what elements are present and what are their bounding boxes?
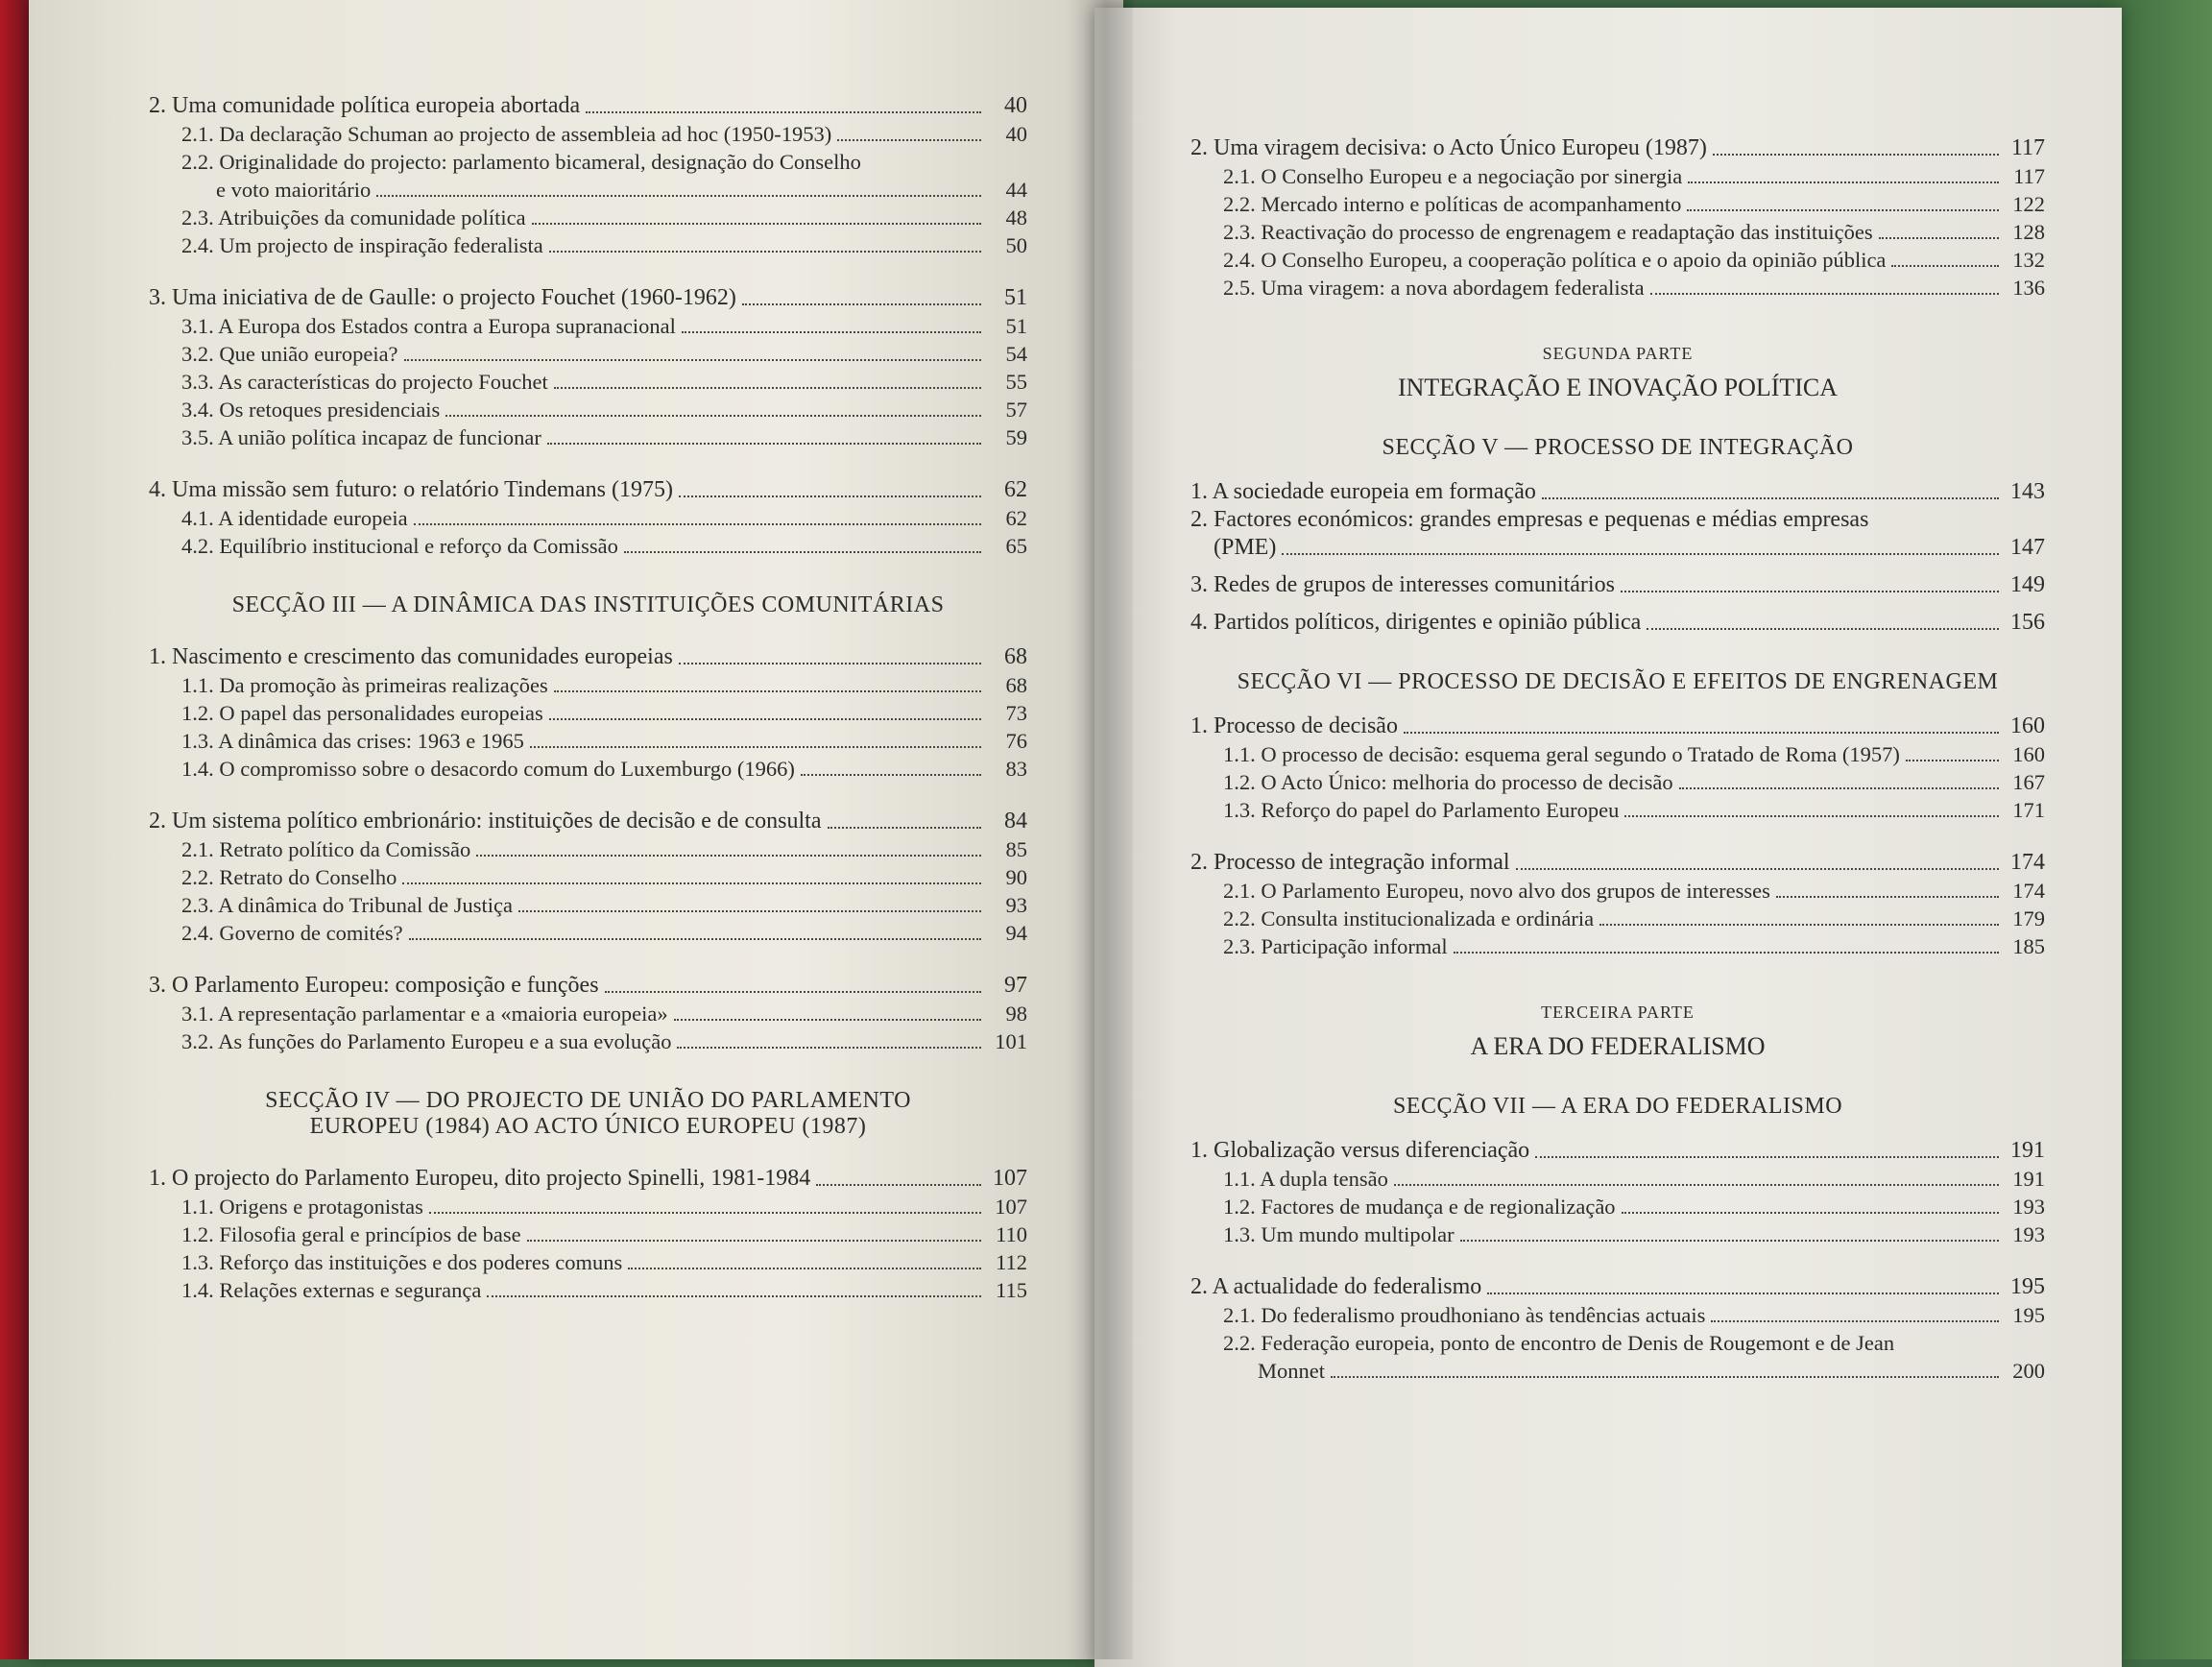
page-number: 65 bbox=[1005, 534, 1027, 558]
entry-title: 2.3. A dinâmica do Tribunal de Justiça bbox=[181, 893, 513, 917]
entry-title: 3. Redes de grupos de interesses comunitários bbox=[1190, 572, 1615, 597]
entry-title: 1. O projecto do Parlamento Europeu, dito projecto Spinelli, 1981-1984 bbox=[149, 1166, 811, 1191]
leader-dots bbox=[1282, 553, 1999, 555]
leader-dots bbox=[624, 551, 981, 553]
page-number: 174 bbox=[2010, 850, 2045, 875]
page-number: 171 bbox=[2012, 798, 2045, 822]
leader-dots bbox=[1621, 591, 1999, 592]
leader-dots bbox=[530, 746, 981, 748]
page-number: 101 bbox=[995, 1029, 1027, 1053]
right-page bbox=[1094, 8, 2122, 1667]
entry-title: 1.3. Um mundo multipolar bbox=[1223, 1222, 1455, 1246]
toc-entry bbox=[149, 891, 1027, 919]
page-number: 59 bbox=[1005, 425, 1027, 449]
page-number: 98 bbox=[1005, 1002, 1027, 1026]
section-heading bbox=[149, 1088, 1027, 1140]
entry-title: 3.1. A representação parlamentar e a «maioria europeia» bbox=[181, 1002, 668, 1026]
entry-title: 2.1. O Conselho Europeu e a negociação por sinergia bbox=[1223, 164, 1683, 188]
toc-entry bbox=[149, 532, 1027, 560]
toc-entry bbox=[149, 1000, 1027, 1027]
page-number: 147 bbox=[2010, 535, 2045, 560]
toc-entry bbox=[149, 1248, 1027, 1276]
page-number: 193 bbox=[2012, 1195, 2045, 1219]
leader-dots bbox=[628, 1268, 981, 1269]
toc-entry bbox=[149, 476, 1027, 504]
toc-entry bbox=[1190, 1165, 2045, 1193]
leader-dots bbox=[527, 1240, 981, 1242]
left-page bbox=[29, 0, 1123, 1659]
section-heading: SECÇÃO VI — PROCESSO DE DECISÃO E EFEITOS DE ENGRENAGEM bbox=[1237, 669, 1999, 694]
page-number: 191 bbox=[2010, 1138, 2045, 1163]
page-number: 54 bbox=[1005, 342, 1027, 366]
page-number: 185 bbox=[2012, 934, 2045, 958]
page-number: 76 bbox=[1005, 729, 1027, 753]
leader-dots bbox=[679, 663, 981, 664]
entry-title: 2.4. Governo de comités? bbox=[181, 921, 403, 945]
entry-title-line: 2. Factores económicos: grandes empresas e pequenas e médias empresas bbox=[1190, 507, 1869, 532]
page-number: 117 bbox=[2010, 135, 2045, 160]
entry-title: 1.1. Origens e protagonistas bbox=[181, 1195, 423, 1219]
entry-title: 2.3. Reactivação do processo de engrenagem e readaptação das instituições bbox=[1223, 220, 1873, 244]
toc-entry bbox=[1190, 478, 2045, 506]
entry-title: 3.2. As funções do Parlamento Europeu e a sua evolução bbox=[181, 1029, 672, 1053]
toc-entry bbox=[1190, 134, 2045, 162]
leader-dots bbox=[1487, 1293, 1999, 1294]
toc-entry bbox=[1190, 713, 2045, 740]
page-number: 73 bbox=[1005, 701, 1027, 725]
entry-title: 2. Processo de integração informal bbox=[1190, 850, 1510, 875]
leader-dots bbox=[1906, 760, 1999, 761]
entry-title: 3.5. A união política incapaz de funcionar bbox=[181, 425, 541, 449]
entry-title: 3. O Parlamento Europeu: composição e funções bbox=[149, 973, 599, 998]
leader-dots bbox=[476, 855, 981, 857]
leader-dots bbox=[1404, 732, 1999, 734]
entry-title: 2.4. Um projecto de inspiração federalista bbox=[181, 233, 543, 257]
entry-title: 3.4. Os retoques presidenciais bbox=[181, 398, 441, 422]
entry-title-block bbox=[181, 148, 987, 204]
toc-entry bbox=[1190, 877, 2045, 905]
leader-dots bbox=[605, 991, 981, 993]
page-number: 40 bbox=[1004, 93, 1027, 118]
leader-dots bbox=[1650, 293, 1999, 295]
toc-entry bbox=[149, 671, 1027, 699]
entry-title-line: 2.2. Originalidade do projecto: parlamento bicameral, designação do Conselho bbox=[181, 150, 861, 174]
toc-entry bbox=[149, 423, 1027, 451]
leader-dots bbox=[554, 690, 981, 692]
entry-title: 1.2. Factores de mudança e de regionalização bbox=[1223, 1195, 1616, 1219]
toc-entry bbox=[149, 919, 1027, 947]
page-number: 62 bbox=[1005, 506, 1027, 530]
toc-entry bbox=[1190, 1137, 2045, 1165]
page-number: 195 bbox=[2010, 1274, 2045, 1299]
section-heading: SECÇÃO V — PROCESSO DE INTEGRAÇÃO bbox=[1382, 435, 1854, 460]
leader-dots bbox=[1713, 154, 1999, 156]
entry-title: 3.1. A Europa dos Estados contra a Europa supranacional bbox=[181, 314, 676, 338]
toc-entry bbox=[149, 312, 1027, 340]
entry-title: 4. Uma missão sem futuro: o relatório Tindemans (1975) bbox=[149, 477, 673, 502]
page-number: 107 bbox=[993, 1166, 1027, 1191]
part-title: A ERA DO FEDERALISMO bbox=[1470, 1032, 1766, 1060]
toc-entry bbox=[149, 368, 1027, 396]
leader-dots bbox=[518, 910, 981, 912]
toc-entry bbox=[149, 835, 1027, 863]
toc-entry bbox=[149, 204, 1027, 231]
leader-dots bbox=[549, 251, 981, 253]
entry-title: 1.4. Relações externas e segurança bbox=[181, 1278, 482, 1302]
section-heading-line: EUROPEU (1984) AO ACTO ÚNICO EUROPEU (1987) bbox=[309, 1114, 867, 1139]
leader-dots bbox=[1542, 497, 1999, 499]
leader-dots bbox=[1460, 1240, 1999, 1242]
page-number: 136 bbox=[2012, 276, 2045, 300]
page-number: 149 bbox=[2010, 572, 2045, 597]
page-number: 122 bbox=[2012, 192, 2045, 216]
toc-entry bbox=[1190, 849, 2045, 877]
entry-title: 4.1. A identidade europeia bbox=[181, 506, 408, 530]
toc-entry bbox=[149, 863, 1027, 891]
entry-title: 1.3. A dinâmica das crises: 1963 e 1965 bbox=[181, 729, 524, 753]
leader-dots bbox=[532, 223, 981, 225]
toc-entry bbox=[149, 755, 1027, 783]
entry-title: 3. Uma iniciativa de de Gaulle: o projecto Fouchet (1960-1962) bbox=[149, 285, 736, 310]
toc-entry bbox=[149, 1220, 1027, 1248]
toc-entry bbox=[149, 504, 1027, 532]
page-number: 85 bbox=[1005, 837, 1027, 861]
entry-title-cont: (PME) bbox=[1214, 535, 1277, 560]
page-number: 110 bbox=[996, 1222, 1027, 1246]
entry-title: 4. Partidos políticos, dirigentes e opinião pública bbox=[1190, 610, 1642, 635]
leader-dots bbox=[682, 331, 981, 333]
toc-entry bbox=[149, 1165, 1027, 1193]
section-heading-line: SECÇÃO IV — DO PROJECTO DE UNIÃO DO PARLAMENTO bbox=[265, 1088, 911, 1113]
leader-dots bbox=[742, 303, 981, 305]
leader-dots bbox=[1454, 952, 1999, 954]
toc-entry bbox=[1190, 571, 2045, 599]
page-number: 50 bbox=[1005, 233, 1027, 257]
toc-entry bbox=[149, 231, 1027, 259]
entry-title: 1.3. Reforço do papel do Parlamento Europeu bbox=[1223, 798, 1620, 822]
toc-entry bbox=[1190, 190, 2045, 218]
leader-dots bbox=[1394, 1184, 1999, 1186]
toc-entry bbox=[1190, 1301, 2045, 1329]
page-number: 195 bbox=[2012, 1303, 2045, 1327]
toc-entry bbox=[149, 808, 1027, 835]
entry-title: 4.2. Equilíbrio institucional e reforço da Comissão bbox=[181, 534, 618, 558]
toc-entry bbox=[149, 284, 1027, 312]
entry-title: 2.1. Do federalismo proudhoniano às tendências actuais bbox=[1223, 1303, 1706, 1327]
part-label: SEGUNDA PARTE bbox=[1542, 344, 1694, 363]
entry-title-line2 bbox=[1190, 534, 2005, 562]
entry-title: 1.2. O Acto Único: melhoria do processo de decisão bbox=[1223, 770, 1673, 794]
leader-dots bbox=[1679, 787, 1999, 789]
page-number: 191 bbox=[2012, 1167, 2045, 1191]
entry-title: 2.5. Uma viragem: a nova abordagem federalista bbox=[1223, 276, 1645, 300]
entry-title: 2.4. O Conselho Europeu, a cooperação política e o apoio da opinião pública bbox=[1223, 248, 1887, 272]
toc-entry bbox=[149, 643, 1027, 671]
leader-dots bbox=[1331, 1376, 1999, 1378]
leader-dots bbox=[1711, 1320, 1999, 1322]
leader-dots bbox=[429, 1212, 981, 1214]
page-number: 90 bbox=[1005, 865, 1027, 889]
toc-entry bbox=[149, 120, 1027, 148]
leader-dots bbox=[549, 718, 981, 720]
entry-title: 1. Globalização versus diferenciação bbox=[1190, 1138, 1530, 1163]
entry-title: 1.3. Reforço das instituições e dos poderes comuns bbox=[181, 1250, 623, 1274]
toc-entry bbox=[149, 1193, 1027, 1220]
toc-entry bbox=[1190, 796, 2045, 824]
leader-dots bbox=[1599, 924, 1999, 926]
leader-dots bbox=[554, 387, 981, 389]
entry-title: 2.1. Da declaração Schuman ao projecto de assembleia ad hoc (1950-1953) bbox=[181, 122, 832, 146]
page-number: 112 bbox=[996, 1250, 1027, 1274]
toc-entry bbox=[1190, 246, 2045, 274]
leader-dots bbox=[1687, 209, 1999, 211]
section-heading: SECÇÃO VII — A ERA DO FEDERALISMO bbox=[1392, 1094, 1843, 1119]
entry-title: 3.2. Que união europeia? bbox=[181, 342, 398, 366]
entry-title: 2. Uma comunidade política europeia abortada bbox=[149, 93, 581, 118]
toc-entry bbox=[1190, 1273, 2045, 1301]
leader-dots bbox=[487, 1295, 981, 1297]
leader-dots bbox=[677, 1047, 981, 1049]
page-number: 51 bbox=[1004, 285, 1027, 310]
toc-entry bbox=[1190, 274, 2045, 302]
leader-dots bbox=[1776, 896, 1999, 898]
entry-title-cont: Monnet bbox=[1258, 1359, 1325, 1383]
page-number: 128 bbox=[2012, 220, 2045, 244]
toc-entry bbox=[1190, 768, 2045, 796]
page-number: 68 bbox=[1005, 673, 1027, 697]
section-heading: SECÇÃO III — A DINÂMICA DAS INSTITUIÇÕES COMUNITÁRIAS bbox=[231, 592, 945, 617]
entry-title-line2 bbox=[1223, 1357, 2005, 1385]
toc-entry bbox=[149, 972, 1027, 1000]
page-number: 143 bbox=[2010, 479, 2045, 504]
part-label: TERCEIRA PARTE bbox=[1541, 1003, 1695, 1022]
entry-title: 2. Uma viragem decisiva: o Acto Único Europeu (1987) bbox=[1190, 135, 1707, 160]
page-number: 167 bbox=[2012, 770, 2045, 794]
toc-entry bbox=[149, 1276, 1027, 1304]
toc-entry bbox=[149, 699, 1027, 727]
page-number: 62 bbox=[1004, 477, 1027, 502]
leader-dots bbox=[402, 882, 981, 884]
page-number: 160 bbox=[2010, 713, 2045, 738]
page-number: 174 bbox=[2012, 879, 2045, 903]
entry-title: 3.3. As características do projecto Fouchet bbox=[181, 370, 548, 394]
leader-dots bbox=[828, 827, 982, 829]
leader-dots bbox=[837, 139, 981, 141]
entry-title: 2. A actualidade do federalismo bbox=[1190, 1274, 1482, 1299]
leader-dots bbox=[816, 1184, 981, 1186]
page-number: 97 bbox=[1004, 973, 1027, 998]
toc-entry bbox=[1190, 1193, 2045, 1220]
toc-entry bbox=[1190, 218, 2045, 246]
toc-entry bbox=[149, 1027, 1027, 1055]
toc-entry bbox=[1190, 1329, 2045, 1385]
page-number: 48 bbox=[1005, 205, 1027, 230]
page-number: 132 bbox=[2012, 248, 2045, 272]
page-number: 93 bbox=[1005, 893, 1027, 917]
leader-dots bbox=[1647, 628, 1999, 630]
page-number: 55 bbox=[1005, 370, 1027, 394]
page-number: 115 bbox=[996, 1278, 1027, 1302]
entry-title: 2.1. Retrato político da Comissão bbox=[181, 837, 471, 861]
toc-entry bbox=[1190, 506, 2045, 562]
leader-dots bbox=[414, 523, 981, 525]
leader-dots bbox=[547, 443, 981, 445]
entry-title: 1. Nascimento e crescimento das comunidades europeias bbox=[149, 644, 673, 669]
leader-dots bbox=[1688, 181, 1999, 183]
entry-title-block bbox=[1223, 1329, 2005, 1385]
entry-title: 2.2. Consulta institucionalizada e ordinária bbox=[1223, 906, 1595, 930]
toc-entry bbox=[149, 340, 1027, 368]
page-number: 40 bbox=[1005, 122, 1027, 146]
toc-entry bbox=[149, 396, 1027, 423]
entry-title: 1. Processo de decisão bbox=[1190, 713, 1398, 738]
entry-title: 2.1. O Parlamento Europeu, novo alvo dos grupos de interesses bbox=[1223, 879, 1770, 903]
page-number: 94 bbox=[1005, 921, 1027, 945]
page-number: 156 bbox=[2010, 610, 2045, 635]
page-number: 68 bbox=[1004, 644, 1027, 669]
entry-title: 1.1. O processo de decisão: esquema geral segundo o Tratado de Roma (1957) bbox=[1223, 742, 1900, 766]
entry-title-block bbox=[1190, 506, 2005, 562]
entry-title-line: 2.2. Federação europeia, ponto de encontro de Denis de Rougemont e de Jean bbox=[1223, 1331, 1895, 1355]
leader-dots bbox=[404, 359, 981, 361]
entry-title-cont: e voto maioritário bbox=[216, 178, 372, 202]
page-number: 200 bbox=[2012, 1359, 2045, 1383]
toc-entry bbox=[1190, 932, 2045, 960]
leader-dots bbox=[801, 774, 981, 776]
entry-title: 1.2. Filosofia geral e princípios de base bbox=[181, 1222, 521, 1246]
page-number: 83 bbox=[1005, 757, 1027, 781]
leader-dots bbox=[1891, 265, 1999, 267]
entry-title: 2.3. Atribuições da comunidade política bbox=[181, 205, 526, 230]
entry-title: 1.2. O papel das personalidades europeias bbox=[181, 701, 543, 725]
toc-entry bbox=[149, 92, 1027, 120]
book-gutter bbox=[1066, 0, 1133, 1659]
entry-title: 1.1. Da promoção às primeiras realizações bbox=[181, 673, 548, 697]
toc-entry bbox=[1190, 162, 2045, 190]
page-number: 44 bbox=[1005, 178, 1027, 202]
leader-dots bbox=[409, 938, 981, 940]
leader-dots bbox=[1516, 868, 1999, 870]
page-number: 117 bbox=[2013, 164, 2045, 188]
page-number: 57 bbox=[1005, 398, 1027, 422]
entry-title: 1. A sociedade europeia em formação bbox=[1190, 479, 1536, 504]
entry-title: 2. Um sistema político embrionário: instituições de decisão e de consulta bbox=[149, 809, 822, 834]
toc-entry bbox=[149, 148, 1027, 204]
page-number: 193 bbox=[2012, 1222, 2045, 1246]
leader-dots bbox=[1622, 1212, 1999, 1214]
entry-title-line2 bbox=[181, 176, 987, 204]
leader-dots bbox=[445, 415, 981, 417]
page-number: 179 bbox=[2012, 906, 2045, 930]
leader-dots bbox=[1624, 815, 1999, 817]
toc-entry bbox=[1190, 1220, 2045, 1248]
page-number: 84 bbox=[1004, 809, 1027, 834]
leader-dots bbox=[674, 1019, 981, 1021]
entry-title: 2.2. Retrato do Conselho bbox=[181, 865, 397, 889]
entry-title: 1.4. O compromisso sobre o desacordo comum do Luxemburgo (1966) bbox=[181, 757, 795, 781]
entry-title: 1.1. A dupla tensão bbox=[1223, 1167, 1388, 1191]
part-title: INTEGRAÇÃO E INOVAÇÃO POLÍTICA bbox=[1397, 374, 1839, 401]
toc-entry bbox=[1190, 740, 2045, 768]
leader-dots bbox=[1535, 1156, 1999, 1158]
toc-entry bbox=[1190, 609, 2045, 637]
toc-entry bbox=[149, 727, 1027, 755]
leader-dots bbox=[586, 111, 981, 113]
leader-dots bbox=[679, 495, 981, 497]
leader-dots bbox=[376, 195, 981, 197]
toc-entry bbox=[1190, 905, 2045, 932]
entry-title: 2.3. Participação informal bbox=[1223, 934, 1448, 958]
page-number: 51 bbox=[1005, 314, 1027, 338]
entry-title: 2.2. Mercado interno e políticas de acompanhamento bbox=[1223, 192, 1682, 216]
leader-dots bbox=[1879, 237, 1999, 239]
page-number: 160 bbox=[2012, 742, 2045, 766]
page-number: 107 bbox=[995, 1195, 1027, 1219]
